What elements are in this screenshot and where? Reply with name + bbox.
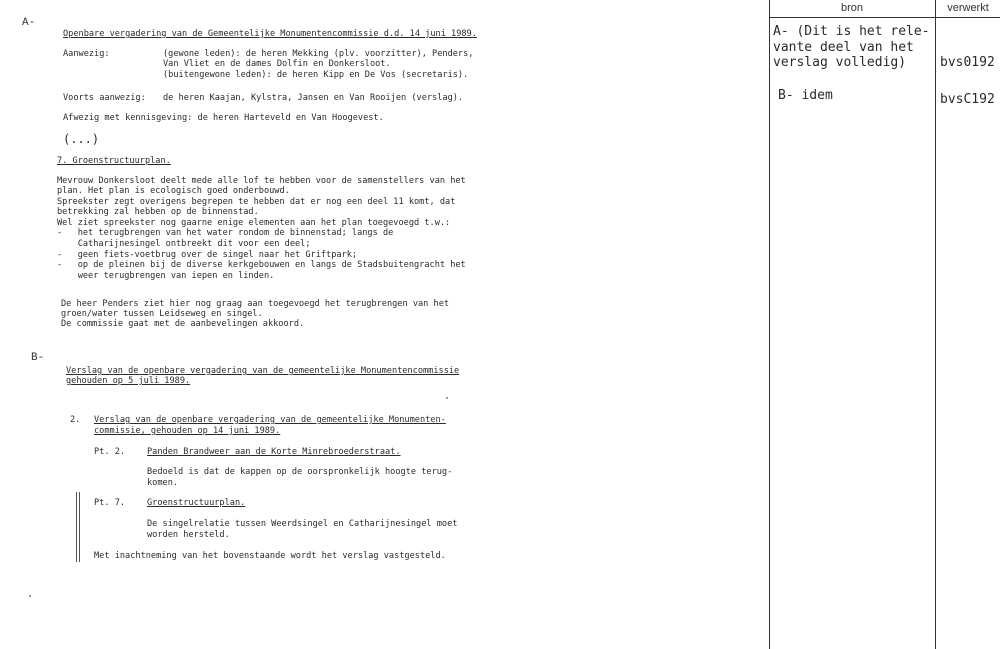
pt7-text-line: De singelrelatie tussen Weerdsingel en Catharijnesingel moet [147, 519, 458, 529]
entry-bron: A- (Dit is het rele- vante deel van het verslag volledig) [773, 24, 930, 70]
body-line: weer terugbrengen van iepen en linden. [57, 271, 275, 281]
body-line: Spreekster zegt overigens begrepen te hebben dat er nog een deel 11 komt, dat [57, 197, 456, 207]
body-line: - het terugbrengen van het water rondom de binnenstad; langs de [57, 228, 394, 238]
afwezig-text: Afwezig met kennisgeving: de heren Harteveld en Van Hoogevest. [63, 113, 384, 123]
ellipsis: (...) [63, 132, 100, 146]
col-header-bron: bron [840, 2, 864, 14]
body-line: Mevrouw Donkersloot deelt mede alle lof te hebben voor de samenstellers van het [57, 176, 466, 186]
section-b-title-line: Verslag van de openbare vergadering van de gemeentelijke Monumentencommissie [66, 366, 460, 376]
item-number: 2. [70, 415, 81, 425]
closing-line: De commissie gaat met de aanbevelingen akkoord. [61, 319, 305, 329]
pt7-label: Pt. 7. [94, 498, 126, 508]
item-title-line: Verslag van de openbare vergadering van de gemeentelijke Monumenten- [94, 415, 446, 425]
pt2-text-line: Bedoeld is dat de kappen op de oorspronkelijk hoogte terug- [147, 467, 453, 477]
section-a-marker: A- [22, 17, 36, 29]
item-title-line: commissie, gehouden op 14 juni 1989. [94, 426, 281, 436]
section-b-marker: B- [31, 352, 45, 364]
section-b-title-line: gehouden op 5 juli 1989. [66, 376, 191, 386]
pt7-text-line: worden hersteld. [147, 530, 230, 540]
table-header-rule [769, 17, 1000, 18]
body-line: - op de pleinen bij de diverse kerkgebouwen en langs de Stadsbuitengracht het [57, 260, 466, 270]
entry-verwerkt: bvsC192 [940, 92, 995, 107]
speck [446, 397, 448, 399]
body-line: plan. Het plan is ecologisch goed onderbouwd. [57, 186, 290, 196]
voorts-text: de heren Kaajan, Kylstra, Jansen en Van Rooijen (verslag). [163, 93, 464, 103]
closing-line: groen/water tussen Leidseweg en singel. [61, 309, 263, 319]
pt2-text-line: komen. [147, 478, 179, 488]
aanwezig-line: Van Vliet en de dames Dolfin en Donkersloot. [163, 59, 391, 69]
col-header-verwerkt: verwerkt [947, 2, 989, 14]
margin-bar [79, 492, 80, 562]
body-line: Catharijnesingel ontbreekt dit voor een deel; [57, 239, 311, 249]
body-line: - geen fiets-voetbrug over de singel naar het Griftpark; [57, 250, 358, 260]
aanwezig-line: (buitengewone leden): de heren Kipp en De Vos (secretaris). [163, 70, 469, 80]
body-line: Wel ziet spreekster nog gaarne enige elementen aan het plan toegevoegd t.w.: [57, 218, 451, 228]
voorts-label: Voorts aanwezig: [63, 93, 146, 103]
entry-bron: B- idem [778, 88, 833, 103]
aanwezig-line: (gewone leden): de heren Mekking (plv. voorzitter), Penders, [163, 49, 474, 59]
section-a-title: Openbare vergadering van de Gemeentelijke Monumentencommissie d.d. 14 juni 1989. [63, 29, 477, 39]
body-line: betrekking zal hebben op de binnenstad. [57, 207, 259, 217]
pt7-title: Groenstructuurplan. [147, 498, 246, 508]
pt2-label: Pt. 2. [94, 447, 126, 457]
aanwezig-label: Aanwezig: [63, 49, 110, 59]
entry-verwerkt: bvs0192 [940, 55, 995, 70]
table-border-left [769, 0, 770, 649]
section-a-heading: 7. Groenstructuurplan. [57, 156, 171, 166]
table-column-divider [935, 0, 936, 649]
pt2-title: Panden Brandweer aan de Korte Minrebroederstraat. [147, 447, 401, 457]
margin-bar [76, 492, 77, 562]
speck [29, 595, 31, 597]
final-line: Met inachtneming van het bovenstaande wordt het verslag vastgesteld. [94, 551, 446, 561]
closing-line: De heer Penders ziet hier nog graag aan toegevoegd het terugbrengen van het [61, 299, 450, 309]
